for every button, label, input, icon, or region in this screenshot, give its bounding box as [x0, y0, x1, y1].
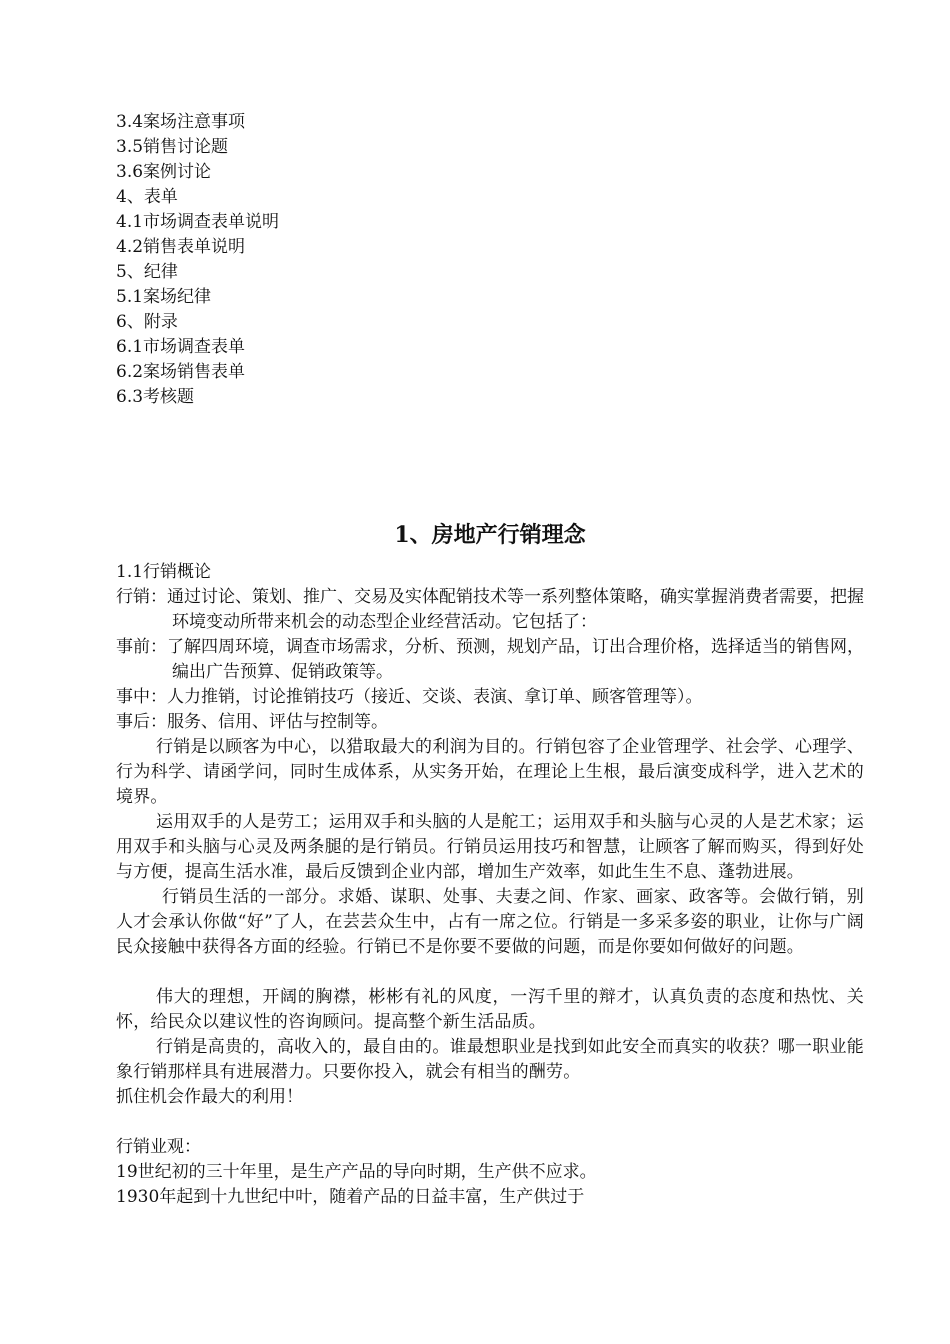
toc-item: 4、表单: [116, 187, 178, 207]
spacer: [116, 960, 864, 985]
definition-before: 事前：了解四周环境，调查市场需求，分析、预测，规划产品，订出合理价格，选择适当的销售网，编出广告预算、促销政策等。: [116, 637, 864, 682]
toc-item: 3.5销售讨论题: [116, 137, 229, 157]
view-heading: 行销业观：: [116, 1137, 201, 1157]
section-subtitle: 1.1行销概论: [116, 562, 212, 582]
document-page: [116, 110, 864, 1210]
toc-item: 3.6案例讨论: [116, 162, 212, 182]
definition-marketing: 行销：通过讨论、策划、推广、交易及实体配销技术等一系列整体策略，确实掌握消费者需要，把握环境变动所带来机会的动态型企业经营活动。它包括了：: [116, 587, 864, 632]
toc-item: 5、纪律: [116, 262, 178, 282]
paragraph: 行销是高贵的，高收入的，最自由的。谁最想职业是找到如此安全而真实的收获？哪一职业能象行销那样具有进展潜力。只要你投入，就会有相当的酬劳。: [116, 1037, 864, 1082]
definition-after: 事后：服务、信用、评估与控制等。: [116, 712, 388, 732]
paragraph: 行销员生活的一部分。求婚、谋职、处事、夫妻之间、作家、画家、政客等。会做行销，别人才会承认你做“好”了人，在芸芸众生中，占有一席之位。行销是一多采多姿的职业，让你与广阔民众接触中获得各方面的经验。行销已不是你要不要做的问题，而是你要如何做好的问题。: [116, 887, 864, 957]
table-of-contents: [116, 110, 864, 410]
definition-during: 事中：人力推销，讨论推销技巧（接近、交谈、表演、拿订单、顾客管理等）。: [116, 687, 703, 707]
paragraph: 伟大的理想，开阔的胸襟，彬彬有礼的风度，一泻千里的辩才，认真负责的态度和热忱、关怀，给民众以建议性的咨询顾问。提高整个新生活品质。: [116, 987, 864, 1032]
toc-item: 6.1市场调查表单: [116, 337, 246, 357]
section-title: 1、房地产行销理念: [394, 522, 586, 548]
paragraph: 行销是以顾客为中心，以猎取最大的利润为目的。行销包容了企业管理学、社会学、心理学、行为科学、请函学问，同时生成体系，从实务开始，在理论上生根，最后演变成科学，进入艺术的境界。: [116, 737, 864, 807]
paragraph: 运用双手的人是劳工；运用双手和头脑的人是舵工；运用双手和头脑与心灵的人是艺术家；运用双手和头脑与心灵及两条腿的是行销员。行销员运用技巧和智慧，让顾客了解而购买，得到好处与方便，提高生活水准，最后反馈到企业内部，增加生产效率，如此生生不息、蓬勃进展。: [116, 812, 864, 882]
toc-item: 6.2案场销售表单: [116, 362, 246, 382]
toc-item: 4.2销售表单说明: [116, 237, 246, 257]
view-line: 19世纪初的三十年里，是生产产品的导向时期，生产供不应求。: [116, 1162, 597, 1182]
toc-item: 4.1市场调查表单说明: [116, 212, 280, 232]
toc-item: 6、附录: [116, 312, 178, 332]
toc-item: 5.1案场纪律: [116, 287, 212, 307]
spacer: [116, 1110, 864, 1135]
toc-item: 3.4案场注意事项: [116, 112, 246, 132]
view-line: 1930年起到十九世纪中叶，随着产品的日益丰富，生产供过于: [116, 1187, 585, 1207]
slogan: 抓住机会作最大的利用！: [116, 1087, 303, 1107]
toc-item: 6.3考核题: [116, 387, 195, 407]
spacer: [116, 410, 864, 510]
